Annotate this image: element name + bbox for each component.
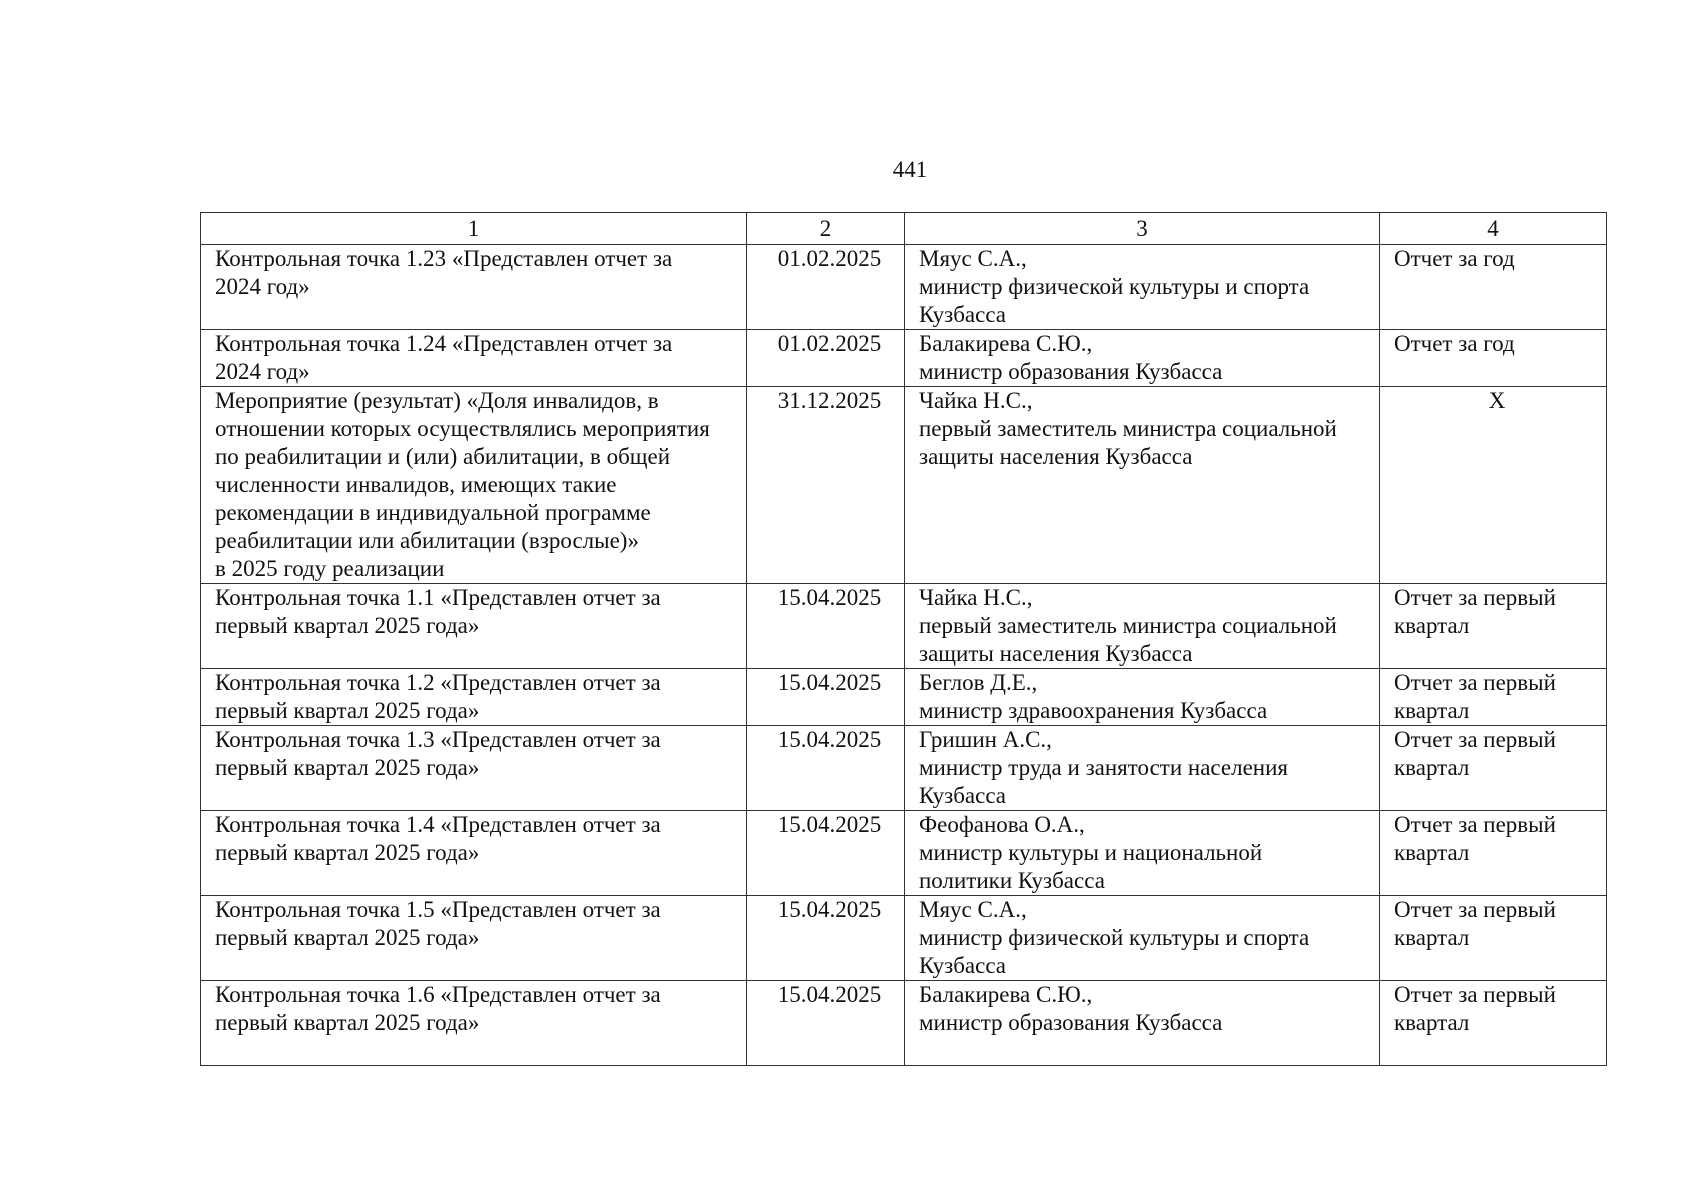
event-title-line: Мероприятие (результат) «Доля инвалидов, в: [215, 388, 659, 413]
responsible-line: защиты населения Кузбасса: [919, 641, 1193, 666]
event-title-line: первый квартал 2025 года»: [215, 755, 480, 780]
responsible-cell: [905, 981, 1380, 1066]
result-line: квартал: [1394, 755, 1470, 780]
table-row: [201, 981, 1607, 1066]
event-title-cell: [201, 811, 747, 896]
table-row: [201, 811, 1607, 896]
column-header: 4: [1380, 213, 1607, 245]
column-header: 1: [201, 213, 747, 245]
result-cell: [1380, 811, 1607, 896]
result-cell: [1380, 387, 1607, 584]
event-title-line: Контрольная точка 1.23 «Представлен отчет за: [215, 246, 673, 271]
event-title-line: Контрольная точка 1.4 «Представлен отчет за: [215, 812, 661, 837]
date-cell: 15.04.2025: [747, 896, 905, 981]
result-line: квартал: [1394, 698, 1470, 723]
responsible-line: министр здравоохранения Кузбасса: [919, 698, 1268, 723]
responsible-cell: [905, 811, 1380, 896]
responsible-line: Чайка Н.С.,: [919, 388, 1033, 413]
event-title-line: Контрольная точка 1.6 «Представлен отчет за: [215, 982, 661, 1007]
event-title-cell: [201, 896, 747, 981]
table-row: [201, 245, 1607, 330]
responsible-line: Чайка Н.С.,: [919, 585, 1033, 610]
responsible-line: министр физической культуры и спорта: [919, 925, 1310, 950]
event-title-line: Контрольная точка 1.3 «Представлен отчет за: [215, 727, 661, 752]
responsible-cell: [905, 330, 1380, 387]
column-header: 3: [905, 213, 1380, 245]
table-row: [201, 726, 1607, 811]
result-cell: [1380, 896, 1607, 981]
event-title-cell: [201, 387, 747, 584]
event-title-line: отношении которых осуществлялись мероприятия: [215, 416, 710, 441]
date-cell: 15.04.2025: [747, 811, 905, 896]
responsible-cell: [905, 245, 1380, 330]
page-number: 441: [892, 157, 928, 182]
result-cell: [1380, 669, 1607, 726]
table-row: [201, 330, 1607, 387]
responsible-line: Беглов Д.Е.,: [919, 670, 1038, 695]
control-points-table: [200, 212, 1607, 1066]
event-title-cell: [201, 726, 747, 811]
date-cell: 31.12.2025: [747, 387, 905, 584]
responsible-cell: [905, 726, 1380, 811]
responsible-line: Балакирева С.Ю.,: [919, 982, 1093, 1007]
table-row: [201, 669, 1607, 726]
responsible-line: защиты населения Кузбасса: [919, 444, 1193, 469]
event-title-line: 2024 год»: [215, 274, 310, 299]
event-title-line: численности инвалидов, имеющих такие: [215, 472, 617, 497]
responsible-line: министр труда и занятости населения: [919, 755, 1288, 780]
result-line: Отчет за первый: [1394, 982, 1556, 1007]
event-title-cell: [201, 669, 747, 726]
event-title-line: по реабилитации и (или) абилитации, в общей: [215, 444, 671, 469]
header-row: [201, 213, 1607, 245]
date-cell: 15.04.2025: [747, 726, 905, 811]
responsible-line: первый заместитель министра социальной: [919, 613, 1337, 638]
responsible-line: Гришин А.С.,: [919, 727, 1052, 752]
result-cell: [1380, 330, 1607, 387]
event-title-line: Контрольная точка 1.1 «Представлен отчет за: [215, 585, 661, 610]
result-line: квартал: [1394, 840, 1470, 865]
responsible-line: Кузбасса: [919, 302, 1007, 327]
responsible-line: Мяус С.А.,: [919, 246, 1027, 271]
result-line: Отчет за год: [1394, 331, 1515, 356]
responsible-line: Балакирева С.Ю.,: [919, 331, 1093, 356]
responsible-line: Мяус С.А.,: [919, 897, 1027, 922]
result-line: Отчет за первый: [1394, 727, 1556, 752]
event-title-line: первый квартал 2025 года»: [215, 698, 480, 723]
column-header: 2: [747, 213, 905, 245]
date-cell: 15.04.2025: [747, 584, 905, 669]
table-row: [201, 584, 1607, 669]
responsible-cell: [905, 669, 1380, 726]
event-title-line: в 2025 году реализации: [215, 556, 445, 581]
responsible-line: политики Кузбасса: [919, 868, 1105, 893]
event-title-cell: [201, 245, 747, 330]
responsible-cell: [905, 387, 1380, 584]
responsible-line: первый заместитель министра социальной: [919, 416, 1337, 441]
result-line: Отчет за первый: [1394, 897, 1556, 922]
result-line: Отчет за первый: [1394, 812, 1556, 837]
responsible-cell: [905, 896, 1380, 981]
result-line: квартал: [1394, 1010, 1470, 1035]
responsible-line: министр культуры и национальной: [919, 840, 1263, 865]
result-line: Отчет за первый: [1394, 585, 1556, 610]
event-title-line: реабилитации или абилитации (взрослые)»: [215, 528, 639, 553]
event-title-line: 2024 год»: [215, 359, 310, 384]
result-line: квартал: [1394, 613, 1470, 638]
responsible-line: министр физической культуры и спорта: [919, 274, 1310, 299]
date-cell: 15.04.2025: [747, 981, 905, 1066]
responsible-cell: [905, 584, 1380, 669]
table-row: [201, 896, 1607, 981]
responsible-line: министр образования Кузбасса: [919, 1010, 1223, 1035]
event-title-cell: [201, 584, 747, 669]
event-title-line: первый квартал 2025 года»: [215, 1010, 480, 1035]
result-cell: [1380, 245, 1607, 330]
result-line: квартал: [1394, 925, 1470, 950]
date-cell: 15.04.2025: [747, 669, 905, 726]
result-line: Отчет за первый: [1394, 670, 1556, 695]
event-title-line: Контрольная точка 1.5 «Представлен отчет за: [215, 897, 661, 922]
event-title-line: рекомендации в индивидуальной программе: [215, 500, 651, 525]
event-title-line: первый квартал 2025 года»: [215, 925, 480, 950]
result-cell: [1380, 981, 1607, 1066]
result-line: Отчет за год: [1394, 246, 1515, 271]
event-title-line: Контрольная точка 1.24 «Представлен отчет за: [215, 331, 673, 356]
responsible-line: Кузбасса: [919, 953, 1007, 978]
event-title-line: первый квартал 2025 года»: [215, 840, 480, 865]
event-title-line: первый квартал 2025 года»: [215, 613, 480, 638]
responsible-line: Феофанова О.А.,: [919, 812, 1085, 837]
date-cell: 01.02.2025: [747, 330, 905, 387]
table-row: [201, 387, 1607, 584]
responsible-line: министр образования Кузбасса: [919, 359, 1223, 384]
result-cell: [1380, 584, 1607, 669]
event-title-cell: [201, 330, 747, 387]
event-title-line: Контрольная точка 1.2 «Представлен отчет за: [215, 670, 661, 695]
date-cell: 01.02.2025: [747, 245, 905, 330]
result-line: Х: [1488, 388, 1506, 413]
responsible-line: Кузбасса: [919, 783, 1007, 808]
result-cell: [1380, 726, 1607, 811]
event-title-cell: [201, 981, 747, 1066]
